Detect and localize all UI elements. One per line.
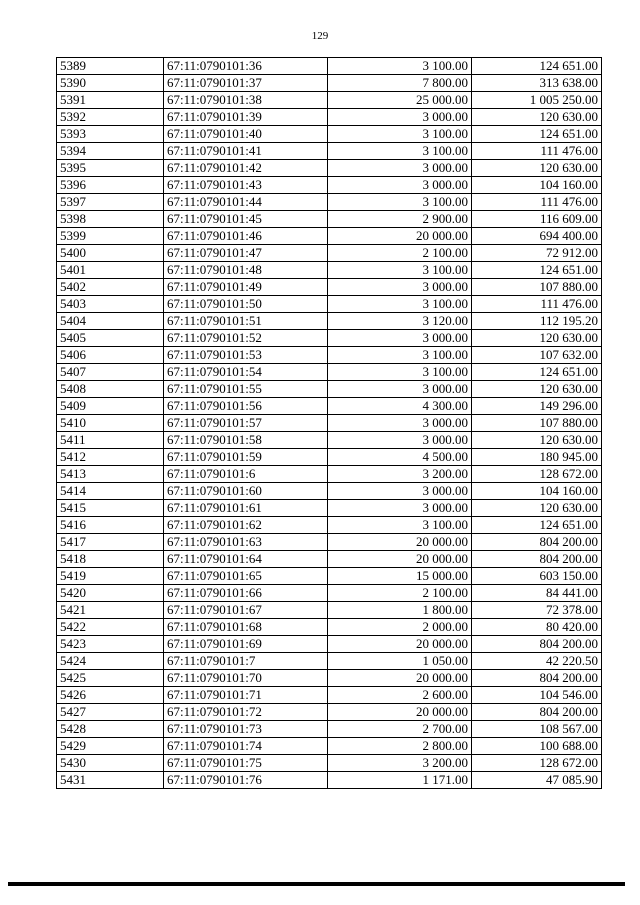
area-cell: 25 000.00 — [328, 92, 472, 109]
table-row — [57, 143, 602, 160]
row-number-cell: 5419 — [57, 568, 164, 585]
row-number-cell: 5425 — [57, 670, 164, 687]
table-row — [57, 347, 602, 364]
table-row — [57, 619, 602, 636]
cadastral-value-cell: 313 638.00 — [472, 75, 602, 92]
cadastral-number-cell: 67:11:0790101:49 — [164, 279, 328, 296]
row-number-cell: 5420 — [57, 585, 164, 602]
cadastral-value-cell: 603 150.00 — [472, 568, 602, 585]
cadastral-value-cell: 120 630.00 — [472, 432, 602, 449]
row-number-cell: 5426 — [57, 687, 164, 704]
row-number-cell: 5399 — [57, 228, 164, 245]
cadastral-value-cell: 107 880.00 — [472, 279, 602, 296]
area-cell: 3 000.00 — [328, 177, 472, 194]
cadastral-number-cell: 67:11:0790101:40 — [164, 126, 328, 143]
table-row — [57, 432, 602, 449]
area-cell: 4 500.00 — [328, 449, 472, 466]
table-row — [57, 313, 602, 330]
cadastral-number-cell: 67:11:0790101:36 — [164, 58, 328, 75]
table-row — [57, 92, 602, 109]
area-cell: 3 200.00 — [328, 466, 472, 483]
cadastral-number-cell: 67:11:0790101:63 — [164, 534, 328, 551]
table-row — [57, 228, 602, 245]
cadastral-number-cell: 67:11:0790101:70 — [164, 670, 328, 687]
area-cell: 2 600.00 — [328, 687, 472, 704]
table-row — [57, 330, 602, 347]
table-row — [57, 517, 602, 534]
row-number-cell: 5389 — [57, 58, 164, 75]
row-number-cell: 5417 — [57, 534, 164, 551]
table-row — [57, 211, 602, 228]
row-number-cell: 5395 — [57, 160, 164, 177]
table-row — [57, 160, 602, 177]
cadastral-number-cell: 67:11:0790101:50 — [164, 296, 328, 313]
cadastral-value-cell: 100 688.00 — [472, 738, 602, 755]
row-number-cell: 5397 — [57, 194, 164, 211]
area-cell: 3 100.00 — [328, 517, 472, 534]
cadastral-number-cell: 67:11:0790101:74 — [164, 738, 328, 755]
cadastral-number-cell: 67:11:0790101:6 — [164, 466, 328, 483]
area-cell: 3 100.00 — [328, 262, 472, 279]
cadastral-number-cell: 67:11:0790101:38 — [164, 92, 328, 109]
cadastral-number-cell: 67:11:0790101:7 — [164, 653, 328, 670]
table-row — [57, 75, 602, 92]
cadastral-number-cell: 67:11:0790101:60 — [164, 483, 328, 500]
cadastral-value-cell: 104 160.00 — [472, 177, 602, 194]
table-row — [57, 109, 602, 126]
table-row — [57, 381, 602, 398]
area-cell: 3 100.00 — [328, 364, 472, 381]
area-cell: 3 000.00 — [328, 330, 472, 347]
area-cell: 20 000.00 — [328, 636, 472, 653]
table-row — [57, 415, 602, 432]
row-number-cell: 5402 — [57, 279, 164, 296]
table-row — [57, 245, 602, 262]
cadastral-value-cell: 80 420.00 — [472, 619, 602, 636]
area-cell: 3 100.00 — [328, 194, 472, 211]
table-row — [57, 534, 602, 551]
row-number-cell: 5396 — [57, 177, 164, 194]
area-cell: 3 100.00 — [328, 296, 472, 313]
cadastral-value-cell: 120 630.00 — [472, 381, 602, 398]
row-number-cell: 5401 — [57, 262, 164, 279]
table-row — [57, 279, 602, 296]
row-number-cell: 5393 — [57, 126, 164, 143]
page-number: 129 — [311, 30, 329, 42]
row-number-cell: 5415 — [57, 500, 164, 517]
cadastral-value-cell: 42 220.50 — [472, 653, 602, 670]
cadastral-value-cell: 111 476.00 — [472, 296, 602, 313]
cadastral-value-cell: 124 651.00 — [472, 262, 602, 279]
cadastral-value-cell: 120 630.00 — [472, 330, 602, 347]
row-number-cell: 5430 — [57, 755, 164, 772]
cadastral-number-cell: 67:11:0790101:72 — [164, 704, 328, 721]
cadastral-value-cell: 124 651.00 — [472, 364, 602, 381]
cadastral-number-cell: 67:11:0790101:76 — [164, 772, 328, 789]
cadastral-number-cell: 67:11:0790101:53 — [164, 347, 328, 364]
cadastral-number-cell: 67:11:0790101:44 — [164, 194, 328, 211]
table-row — [57, 585, 602, 602]
cadastral-value-cell: 804 200.00 — [472, 636, 602, 653]
area-cell: 3 100.00 — [328, 126, 472, 143]
row-number-cell: 5408 — [57, 381, 164, 398]
row-number-cell: 5412 — [57, 449, 164, 466]
area-cell: 3 100.00 — [328, 347, 472, 364]
row-number-cell: 5421 — [57, 602, 164, 619]
cadastral-number-cell: 67:11:0790101:71 — [164, 687, 328, 704]
cadastral-number-cell: 67:11:0790101:61 — [164, 500, 328, 517]
row-number-cell: 5428 — [57, 721, 164, 738]
cadastral-value-cell: 804 200.00 — [472, 551, 602, 568]
table-row — [57, 687, 602, 704]
cadastral-value-cell: 804 200.00 — [472, 704, 602, 721]
table-row — [57, 755, 602, 772]
row-number-cell: 5411 — [57, 432, 164, 449]
cadastral-value-cell: 104 546.00 — [472, 687, 602, 704]
row-number-cell: 5416 — [57, 517, 164, 534]
table-row — [57, 58, 602, 75]
area-cell: 3 000.00 — [328, 415, 472, 432]
cadastral-value-cell: 120 630.00 — [472, 500, 602, 517]
area-cell: 1 050.00 — [328, 653, 472, 670]
cadastral-value-cell: 72 378.00 — [472, 602, 602, 619]
table-row — [57, 653, 602, 670]
cadastral-value-cell: 124 651.00 — [472, 517, 602, 534]
cadastral-value-cell: 120 630.00 — [472, 160, 602, 177]
row-number-cell: 5418 — [57, 551, 164, 568]
cadastral-value-cell: 111 476.00 — [472, 194, 602, 211]
cadastral-number-cell: 67:11:0790101:67 — [164, 602, 328, 619]
cadastral-value-cell: 180 945.00 — [472, 449, 602, 466]
cadastral-number-cell: 67:11:0790101:69 — [164, 636, 328, 653]
cadastral-value-cell: 124 651.00 — [472, 58, 602, 75]
cadastral-value-cell: 107 632.00 — [472, 347, 602, 364]
area-cell: 20 000.00 — [328, 551, 472, 568]
cadastral-number-cell: 67:11:0790101:43 — [164, 177, 328, 194]
table-row — [57, 262, 602, 279]
table-row — [57, 551, 602, 568]
area-cell: 2 100.00 — [328, 245, 472, 262]
cadastral-value-cell: 84 441.00 — [472, 585, 602, 602]
row-number-cell: 5431 — [57, 772, 164, 789]
area-cell: 2 100.00 — [328, 585, 472, 602]
table-row — [57, 466, 602, 483]
cadastral-number-cell: 67:11:0790101:56 — [164, 398, 328, 415]
row-number-cell: 5424 — [57, 653, 164, 670]
row-number-cell: 5429 — [57, 738, 164, 755]
cadastral-value-cell: 47 085.90 — [472, 772, 602, 789]
table-row — [57, 177, 602, 194]
area-cell: 15 000.00 — [328, 568, 472, 585]
cadastral-value-cell: 111 476.00 — [472, 143, 602, 160]
cadastral-value-cell: 112 195.20 — [472, 313, 602, 330]
row-number-cell: 5394 — [57, 143, 164, 160]
row-number-cell: 5409 — [57, 398, 164, 415]
area-cell: 7 800.00 — [328, 75, 472, 92]
row-number-cell: 5406 — [57, 347, 164, 364]
area-cell: 3 100.00 — [328, 58, 472, 75]
table-row — [57, 364, 602, 381]
cadastral-value-cell: 120 630.00 — [472, 109, 602, 126]
cadastral-number-cell: 67:11:0790101:37 — [164, 75, 328, 92]
table-row — [57, 721, 602, 738]
area-cell: 20 000.00 — [328, 228, 472, 245]
cadastral-value-cell: 104 160.00 — [472, 483, 602, 500]
footer-rule — [8, 882, 625, 886]
cadastral-number-cell: 67:11:0790101:58 — [164, 432, 328, 449]
cadastral-number-cell: 67:11:0790101:73 — [164, 721, 328, 738]
area-cell: 3 200.00 — [328, 755, 472, 772]
cadastral-number-cell: 67:11:0790101:45 — [164, 211, 328, 228]
cadastral-number-cell: 67:11:0790101:39 — [164, 109, 328, 126]
cadastral-number-cell: 67:11:0790101:47 — [164, 245, 328, 262]
table-row — [57, 738, 602, 755]
table-row — [57, 449, 602, 466]
cadastral-number-cell: 67:11:0790101:65 — [164, 568, 328, 585]
cadastral-number-cell: 67:11:0790101:57 — [164, 415, 328, 432]
area-cell: 3 000.00 — [328, 160, 472, 177]
area-cell: 3 000.00 — [328, 109, 472, 126]
cadastral-value-cell: 72 912.00 — [472, 245, 602, 262]
area-cell: 4 300.00 — [328, 398, 472, 415]
table-row — [57, 126, 602, 143]
table-row — [57, 670, 602, 687]
area-cell: 3 100.00 — [328, 143, 472, 160]
cadastral-value-cell: 124 651.00 — [472, 126, 602, 143]
area-cell: 1 800.00 — [328, 602, 472, 619]
row-number-cell: 5390 — [57, 75, 164, 92]
area-cell: 2 000.00 — [328, 619, 472, 636]
cadastral-value-cell: 108 567.00 — [472, 721, 602, 738]
row-number-cell: 5392 — [57, 109, 164, 126]
cadastral-number-cell: 67:11:0790101:46 — [164, 228, 328, 245]
table-row — [57, 296, 602, 313]
area-cell: 20 000.00 — [328, 704, 472, 721]
cadastral-value-cell: 128 672.00 — [472, 466, 602, 483]
row-number-cell: 5405 — [57, 330, 164, 347]
area-cell: 3 000.00 — [328, 279, 472, 296]
cadastral-value-table — [56, 57, 602, 789]
cadastral-number-cell: 67:11:0790101:41 — [164, 143, 328, 160]
area-cell: 3 120.00 — [328, 313, 472, 330]
cadastral-number-cell: 67:11:0790101:54 — [164, 364, 328, 381]
area-cell: 2 900.00 — [328, 211, 472, 228]
cadastral-value-cell: 804 200.00 — [472, 670, 602, 687]
cadastral-value-cell: 694 400.00 — [472, 228, 602, 245]
cadastral-value-cell: 128 672.00 — [472, 755, 602, 772]
cadastral-number-cell: 67:11:0790101:42 — [164, 160, 328, 177]
cadastral-value-cell: 107 880.00 — [472, 415, 602, 432]
cadastral-number-cell: 67:11:0790101:62 — [164, 517, 328, 534]
cadastral-value-cell: 1 005 250.00 — [472, 92, 602, 109]
area-cell: 1 171.00 — [328, 772, 472, 789]
cadastral-number-cell: 67:11:0790101:52 — [164, 330, 328, 347]
row-number-cell: 5427 — [57, 704, 164, 721]
table-row — [57, 636, 602, 653]
area-cell: 3 000.00 — [328, 381, 472, 398]
table-row — [57, 772, 602, 789]
row-number-cell: 5423 — [57, 636, 164, 653]
row-number-cell: 5403 — [57, 296, 164, 313]
cadastral-number-cell: 67:11:0790101:75 — [164, 755, 328, 772]
row-number-cell: 5422 — [57, 619, 164, 636]
cadastral-number-cell: 67:11:0790101:68 — [164, 619, 328, 636]
row-number-cell: 5414 — [57, 483, 164, 500]
row-number-cell: 5398 — [57, 211, 164, 228]
area-cell: 2 800.00 — [328, 738, 472, 755]
cadastral-number-cell: 67:11:0790101:66 — [164, 585, 328, 602]
area-cell: 20 000.00 — [328, 670, 472, 687]
cadastral-value-cell: 149 296.00 — [472, 398, 602, 415]
cadastral-number-cell: 67:11:0790101:55 — [164, 381, 328, 398]
cadastral-number-cell: 67:11:0790101:48 — [164, 262, 328, 279]
table-row — [57, 602, 602, 619]
cadastral-value-cell: 116 609.00 — [472, 211, 602, 228]
row-number-cell: 5404 — [57, 313, 164, 330]
table-body — [57, 58, 602, 789]
table-row — [57, 398, 602, 415]
row-number-cell: 5391 — [57, 92, 164, 109]
cadastral-number-cell: 67:11:0790101:64 — [164, 551, 328, 568]
area-cell: 2 700.00 — [328, 721, 472, 738]
cadastral-value-cell: 804 200.00 — [472, 534, 602, 551]
row-number-cell: 5400 — [57, 245, 164, 262]
cadastral-number-cell: 67:11:0790101:59 — [164, 449, 328, 466]
area-cell: 3 000.00 — [328, 483, 472, 500]
area-cell: 3 000.00 — [328, 432, 472, 449]
row-number-cell: 5413 — [57, 466, 164, 483]
table-row — [57, 500, 602, 517]
row-number-cell: 5407 — [57, 364, 164, 381]
table-row — [57, 704, 602, 721]
cadastral-number-cell: 67:11:0790101:51 — [164, 313, 328, 330]
table-row — [57, 194, 602, 211]
table-row — [57, 483, 602, 500]
area-cell: 3 000.00 — [328, 500, 472, 517]
row-number-cell: 5410 — [57, 415, 164, 432]
area-cell: 20 000.00 — [328, 534, 472, 551]
table-row — [57, 568, 602, 585]
